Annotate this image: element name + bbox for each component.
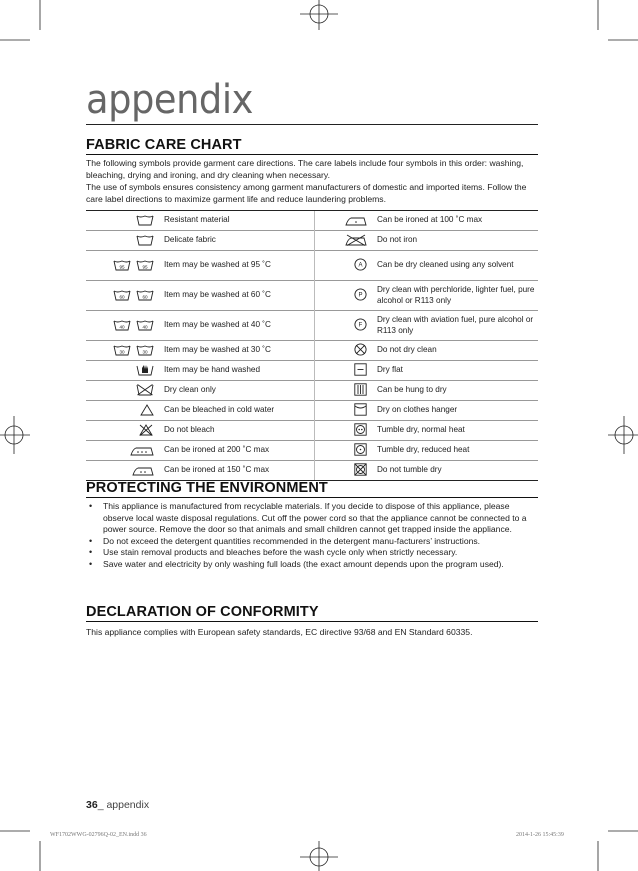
wash-30-icon — [113, 344, 154, 358]
title-divider — [86, 124, 538, 125]
hand-wash-icon — [136, 363, 154, 378]
table-row — [86, 461, 538, 481]
table-row — [86, 281, 538, 311]
no-bleach-icon — [138, 424, 154, 438]
fabric-care-heading: FABRIC CARE CHART — [86, 137, 242, 153]
care-label-text: Delicate fabric — [160, 231, 315, 251]
care-label-text: Do not tumble dry — [373, 461, 538, 481]
svg-text:30: 30 — [142, 348, 148, 354]
care-label-text: Can be dry cleaned using any solvent — [373, 251, 538, 281]
dryclean-f-icon — [354, 318, 367, 333]
svg-text:60: 60 — [142, 293, 148, 299]
conformity-heading: DECLARATION OF CONFORMITY — [86, 604, 319, 620]
file-name: WF1702WWG-02796Q-02_EN.indd 36 — [50, 832, 147, 838]
tub-icon — [136, 234, 154, 248]
table-row — [86, 401, 538, 421]
wash-40-icon — [113, 319, 154, 333]
wash-60-icon — [113, 289, 154, 303]
environment-divider — [86, 497, 538, 498]
care-label-text: Can be hung to dry — [373, 381, 538, 401]
page-label: _ appendix — [97, 799, 150, 811]
iron-200-icon — [130, 444, 154, 458]
hang-dry-icon — [354, 383, 367, 398]
conformity-divider — [86, 621, 538, 622]
tub-icon — [136, 214, 154, 228]
tumble-reduced-icon — [354, 443, 367, 458]
care-label-text: Item may be washed at 30 ˚C — [160, 341, 315, 361]
care-label-text: Item may be hand washed — [160, 361, 315, 381]
fabric-care-intro-1: The following symbols provide garment care directions. The care labels include four symbols in this order: washing, bleaching, drying and ironing, and dry cleaning when necessary. — [86, 158, 524, 180]
conformity-text: This appliance complies with European safety standards, EC directive 93/68 and EN Standard 60335. — [86, 627, 473, 637]
table-row — [86, 421, 538, 441]
care-label-text: Resistant material — [160, 211, 315, 231]
section-title: appendix — [86, 77, 253, 123]
svg-text:F: F — [358, 322, 363, 329]
table-row — [86, 251, 538, 281]
bleach-icon — [140, 404, 154, 418]
iron-icon — [345, 214, 367, 228]
table-row — [86, 441, 538, 461]
svg-text:60: 60 — [119, 293, 125, 299]
no-iron-icon — [345, 234, 367, 248]
care-label-text: Dry on clothes hanger — [373, 401, 538, 421]
table-row — [86, 361, 538, 381]
care-label-text: Dry flat — [373, 361, 538, 381]
care-label-text: Item may be washed at 40 ˚C — [160, 311, 315, 341]
list-item: • Save water and electricity by only washing full loads (the exact amount depends upon the program used). — [86, 559, 538, 571]
svg-text:40: 40 — [142, 323, 148, 329]
iron-150-icon — [132, 464, 154, 478]
care-label-text: Tumble dry, reduced heat — [373, 441, 538, 461]
timestamp: 2014-1-26 15:45:39 — [516, 832, 564, 838]
care-label-text: Do not bleach — [160, 421, 315, 441]
care-label-text: Can be ironed at 200 ˚C max — [160, 441, 315, 461]
svg-text:P: P — [358, 292, 363, 299]
list-item: • This appliance is manufactured from recyclable materials. If you decide to dispose of this appliance, please observe local waste disposal regulations. Cut off the power cord so that the appliance cannot be connected to a power source. Remove the door so that animals and small children cannot get trapped inside the appliance. — [86, 501, 538, 536]
list-item: • Do not exceed the detergent quantities recommended in the detergent manu-facturers’ instructions. — [86, 536, 538, 548]
care-label-text: Dry clean with aviation fuel, pure alcohol or R113 only — [373, 311, 538, 341]
care-label-text: Can be bleached in cold water — [160, 401, 315, 421]
no-dryclean-icon — [354, 343, 367, 358]
wash-95-icon — [113, 259, 154, 273]
page-footer — [86, 799, 149, 811]
table-row — [86, 231, 538, 251]
table-row — [86, 311, 538, 341]
svg-text:A: A — [358, 262, 363, 269]
dryclean-p-icon — [354, 288, 367, 303]
svg-text:30: 30 — [119, 348, 125, 354]
hanger-icon — [354, 403, 367, 418]
care-label-text: Tumble dry, normal heat — [373, 421, 538, 441]
page-number: 36 — [86, 799, 98, 811]
fabric-care-intro-2: The use of symbols ensures consistency among garment manufacturers of domestic and imported items. Follow the care label directions to maximize garment life and reduce laundering problems. — [86, 182, 527, 204]
tumble-normal-icon — [354, 423, 367, 438]
svg-text:95: 95 — [142, 263, 148, 269]
environment-list — [86, 501, 538, 571]
care-label-text: Can be ironed at 150 ˚C max — [160, 461, 315, 481]
environment-heading: PROTECTING THE ENVIRONMENT — [86, 480, 328, 496]
dryclean-only-icon — [136, 383, 154, 398]
care-label-text: Item may be washed at 60 ˚C — [160, 281, 315, 311]
care-label-text: Do not dry clean — [373, 341, 538, 361]
dry-flat-icon — [354, 363, 367, 378]
no-tumble-icon — [354, 463, 367, 478]
care-label-text: Item may be washed at 95 ˚C — [160, 251, 315, 281]
care-label-text: Can be ironed at 100 ˚C max — [373, 211, 538, 231]
care-label-text: Dry clean with perchloride, lighter fuel, pure alcohol or R113 only — [373, 281, 538, 311]
table-row — [86, 211, 538, 231]
fabric-care-table — [86, 210, 538, 481]
heading-divider — [86, 154, 538, 155]
svg-text:40: 40 — [119, 323, 125, 329]
list-item: • Use stain removal products and bleaches before the wash cycle only when strictly necessary. — [86, 547, 538, 559]
care-label-text: Do not iron — [373, 231, 538, 251]
svg-text:95: 95 — [119, 263, 125, 269]
care-label-text: Dry clean only — [160, 381, 315, 401]
table-row — [86, 341, 538, 361]
table-row — [86, 381, 538, 401]
dryclean-a-icon — [354, 258, 367, 273]
